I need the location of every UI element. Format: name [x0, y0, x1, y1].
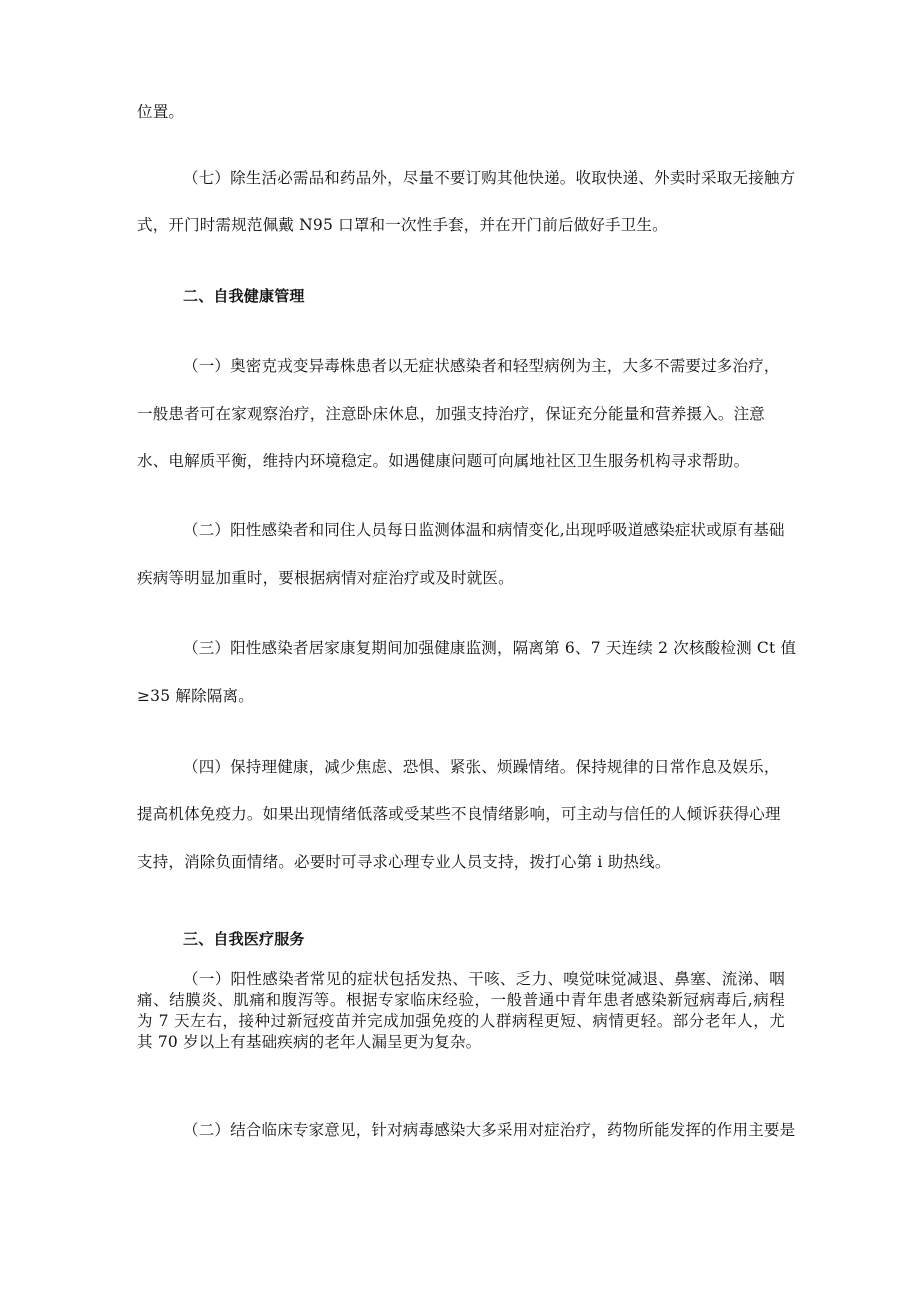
paragraph-line: （七）除生活必需品和药品外，尽量不要订购其他快递。收取快递、外卖时采取无接触方: [183, 169, 796, 187]
paragraph-line: 式，开门时需规范佩戴 N95 口罩和一次性手套，并在开门前后做好手卫生。: [137, 216, 668, 234]
paragraph-line: 水、电解质平衡，维持内环境稳定。如遇健康问题可向属地社区卫生服务机构寻求帮助。: [137, 452, 750, 470]
paragraph-line: （二）结合临床专家意见，针对病毒感染大多采用对症治疗，药物所能发挥的作用主要是: [183, 1121, 796, 1139]
paragraph-block: （一）阳性感染者常见的症状包括发热、干咳、乏力、嗅觉味觉减退、鼻塞、流涕、咽痛、结膜炎、肌痛和腹泻等。根据专家临床经验，一般普通中青年患者感染新冠病毒后,病程为 7 天左右，接种过新冠疫苗并完成加强免疫的人群病程更短、病情更轻。部分老年人，尤其 70 岁以上有基础疾病的老年人漏呈更为复杂。: [137, 970, 785, 1051]
paragraph-line: 提高机体免疫力。如果出现情绪低落或受某些不良情绪影响，可主动与信任的人倾诉获得心理: [137, 805, 781, 823]
section-heading: 二、自我健康管理: [183, 287, 305, 305]
paragraph-line: 疾病等明显加重时，要根据病情对症治疗或及时就医。: [137, 569, 514, 587]
paragraph-line: （三）阳性感染者居家康复期间加强健康监测，隔离第 6、7 天连续 2 次核酸检测 Ct 值: [183, 639, 797, 657]
paragraph-line: 一般患者可在家观察治疗，注意卧床休息，加强支持治疗，保证充分能量和营养摄入。注意: [137, 405, 766, 423]
section-heading: 三、自我医疗服务: [183, 930, 305, 948]
paragraph-line: （四）保持理健康，减少焦虑、恐惧、紧张、烦躁情绪。保持规律的日常作息及娱乐，: [183, 758, 780, 776]
paragraph-line: ≥35 解除隔离。: [137, 687, 254, 705]
paragraph-line: （一）奥密克戎变异毒株患者以无症状感染者和轻型病例为主，大多不需要过多治疗，: [183, 357, 780, 375]
paragraph-line: 支持，消除负面情绪。必要时可寻求心理专业人员支持，拨打心第 i 助热线。: [137, 853, 671, 871]
paragraph-continuation: 位置。: [137, 103, 185, 121]
paragraph-line: （二）阳性感染者和同住人员每日监测体温和病情变化,出现呼吸道感染症状或原有基础: [183, 521, 785, 539]
